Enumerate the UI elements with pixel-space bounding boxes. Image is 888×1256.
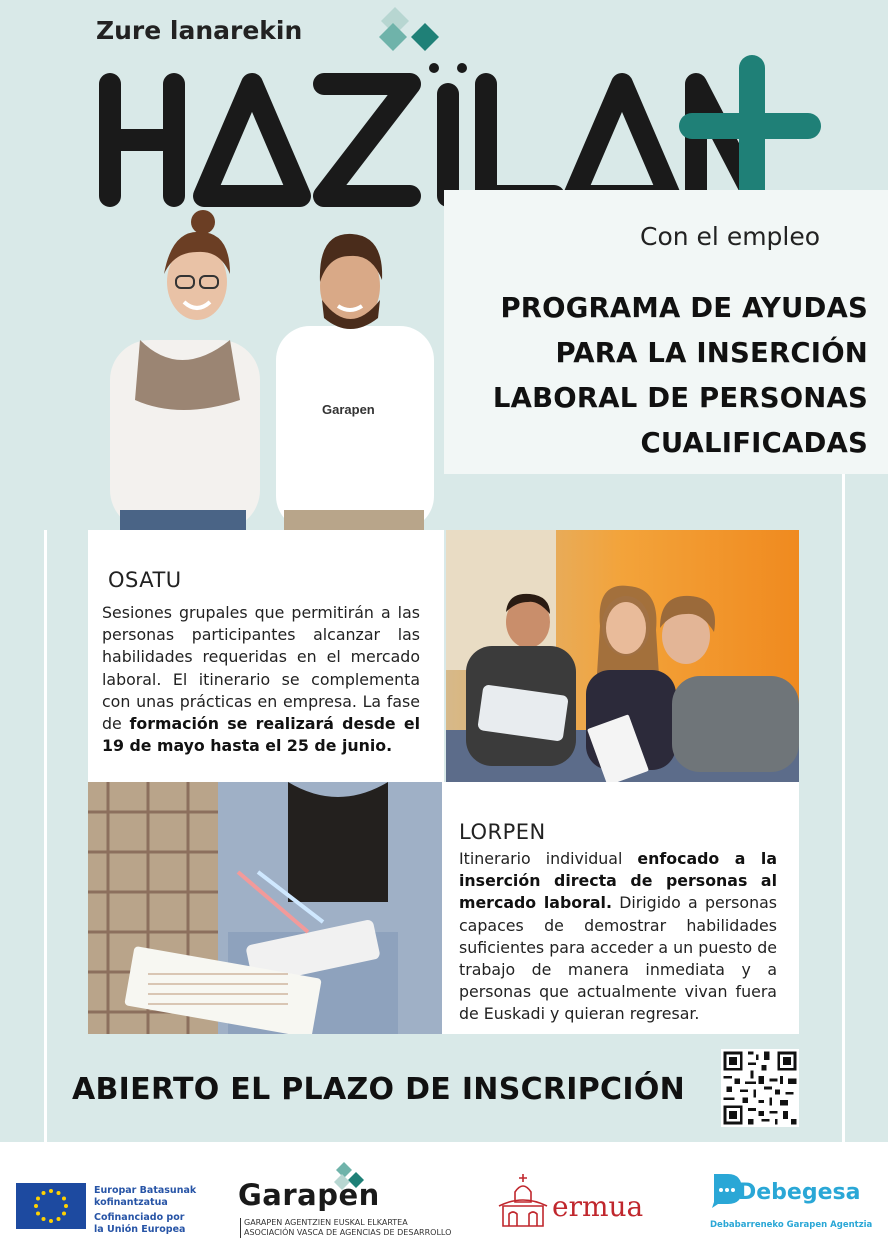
lorpen-body-highlight: enfocado a la inserción directa de personas al mercado laboral. (459, 849, 778, 913)
osatu-body-highlight: formación se realizará desde el 19 de mayo hasta el 25 de junio. (102, 714, 420, 756)
eu-text-line: la Unión Europea (94, 1223, 186, 1235)
qr-code-icon[interactable] (721, 1049, 799, 1127)
study-photo (88, 782, 442, 1034)
lorpen-body (459, 848, 777, 1026)
garapen-subtitle-line: GARAPEN AGENTZIEN EUSKAL ELKARTEA (244, 1218, 408, 1227)
debegesa-subtitle: Debabarreneko Garapen Agentzia (710, 1220, 873, 1230)
program-title-line: PROGRAMA DE AYUDAS (500, 292, 868, 324)
shirt-logo-text: Garapen (322, 402, 375, 417)
lorpen-heading: LORPEN (459, 820, 546, 844)
ermua-logo-text: ermua (552, 1190, 644, 1223)
diamond-logo-icon (375, 5, 445, 55)
left-guide-line (44, 530, 47, 1142)
right-guide-line (842, 440, 845, 1142)
garapen-logo-text: Garapen (238, 1178, 380, 1212)
program-title-line: LABORAL DE PERSONAS (492, 382, 868, 414)
eu-flag-icon (16, 1183, 86, 1229)
program-title-line: CUALIFICADAS (640, 427, 868, 459)
garapen-subtitle-line: ASOCIACIÓN VASCA DE AGENCIAS DE DESARROLLO (244, 1228, 452, 1237)
lorpen-body-text-2: Dirigido a personas capaces de demostrar habilidades suficientes para acceder a un puesto de trabajo de manera inmediata y a personas que actualmente vivan fuera de Euskadi y quieran regresar. (459, 893, 777, 1024)
debegesa-logo-text: Debegesa (738, 1180, 861, 1205)
garapen-subtitle (240, 1218, 451, 1238)
eu-text-line: Europar Batasunak (94, 1185, 197, 1196)
eu-text-line: Cofinanciado por (94, 1212, 185, 1223)
osatu-body-text: Sesiones grupales que permitirán a las personas participantes alcanzar las habilidades requeridas en el mercado laboral. El itinerario se complementa con unas prácticas en empresa. La fase de (102, 603, 420, 734)
hero-photo-people (100, 210, 440, 530)
cta-registration-open: ABIERTO EL PLAZO DE INSCRIPCIÓN (72, 1072, 686, 1107)
program-title-line: PARA LA INSERCIÓN (555, 337, 868, 369)
subtitle: Con el empleo (640, 222, 821, 251)
osatu-body (102, 602, 420, 757)
osatu-heading: OSATU (108, 568, 182, 592)
group-photo (446, 530, 799, 782)
tagline: Zure lanarekin (96, 16, 303, 45)
ermua-church-icon (497, 1172, 549, 1228)
eu-cofinancing-text (94, 1185, 196, 1235)
program-title (460, 286, 868, 466)
lorpen-body-text: Itinerario individual (459, 849, 638, 868)
eu-text-line: kofinantzatua (94, 1196, 168, 1208)
